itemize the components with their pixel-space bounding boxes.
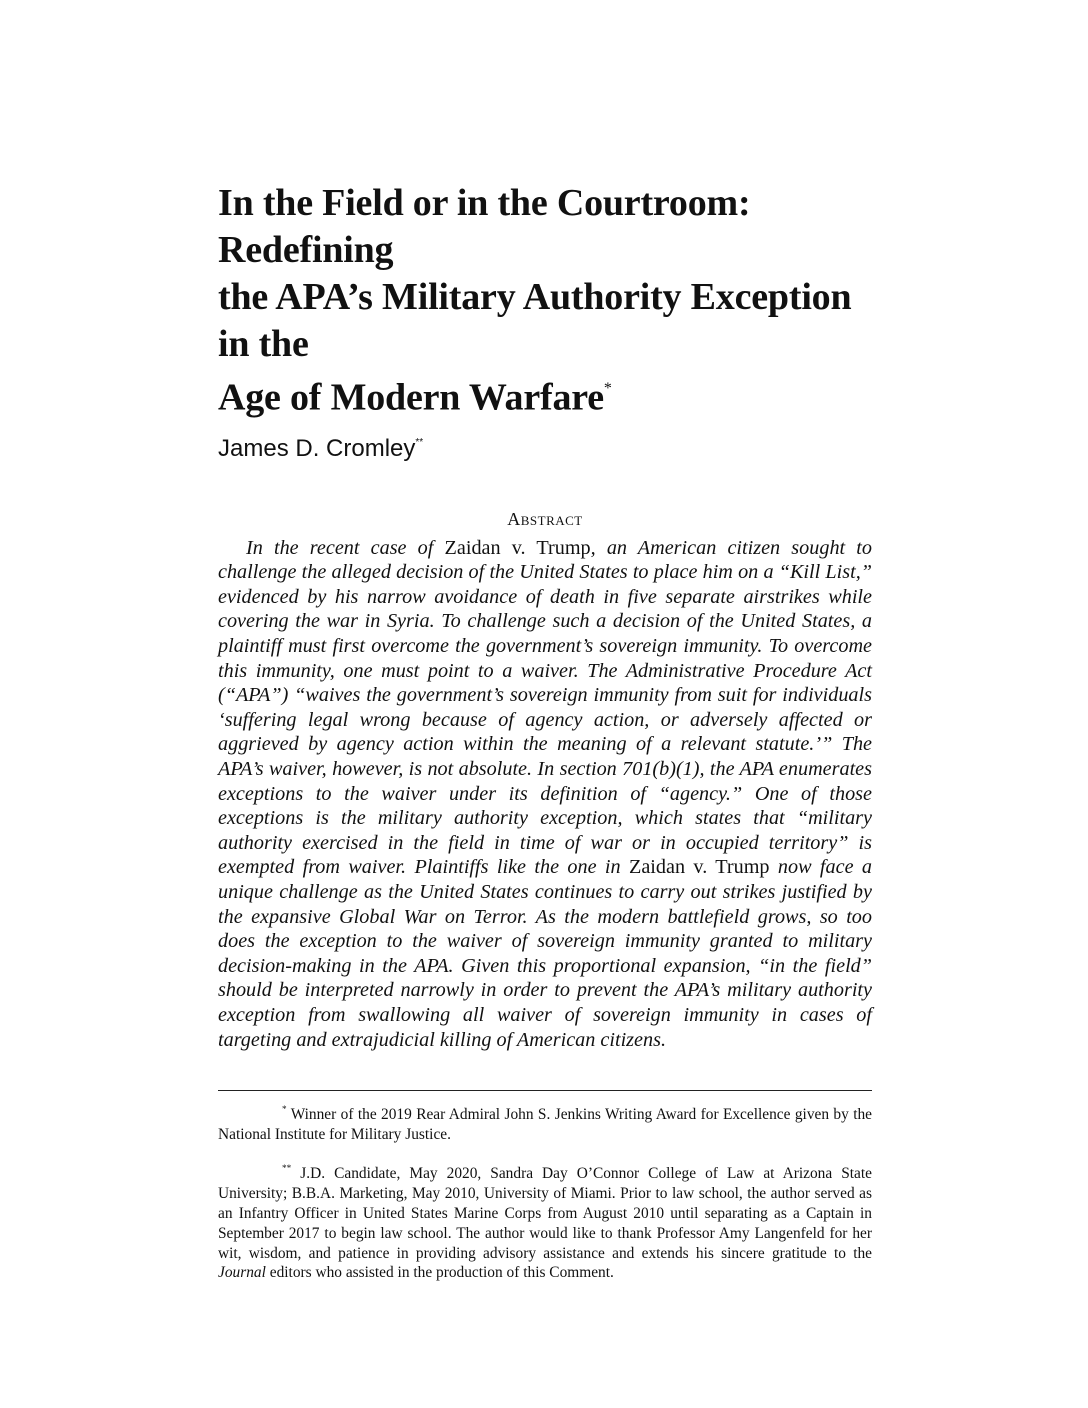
footnote-2 [218,1160,872,1283]
abstract-text-2: , an American citizen sought to challenge the alleged decision of the United States to place him on a “Kill List,” evidenced by his narrow avoidance of death in five separate airstrikes while covering the war in Syria. To challenge such a decision of the United States, a plaintiff must first overcome the government’s sovereign immunity. To overcome this immunity, one must point to a waiver. The Administrative Procedure Act (“APA”) “waives the government’s sovereign immunity from suit for individuals ‘suffering legal wrong because of agency action, or adversely affected or aggrieved by agency action within the meaning of a relevant statute.’” The APA’s waiver, however, is not absolute. In section 701(b)(1), the APA enumerates exceptions to the waiver under its definition of “agency.” One of those exceptions is the military authority exception, which states that “military authority exercised in the field in time of war or in occupied territory” is exempted from waiver. Plaintiffs like the one in [218,536,873,879]
abstract-text-3: now face a unique challenge as the United States continues to carry out strikes justified by the expansive Global War on Terror. As the modern battlefield grows, so too does the exception to the waiver of sovereign immunity granted to military decision-making in the APA. Given this proportional expansion, “in the field” should be interpreted narrowly in order to prevent the APA’s military authority exception from swallowing all waiver of sovereign immunity in cases of targeting and extrajudicial killing of American citizens. [218,856,872,1051]
article-title [218,180,872,422]
footnote-1-text: Winner of the 2019 Rear Admiral John S. Jenkins Writing Award for Excellence given by the National Institute for Military Justice. [218,1106,872,1144]
title-line-2: the APA’s Military Authority Exception in the [218,276,852,365]
footnote-1 [218,1101,872,1145]
title-footnote-marker: * [603,379,612,397]
footnote-2-marker: ** [282,1163,292,1174]
abstract-heading: Abstract [507,508,583,529]
footnote-1-marker: * [282,1104,287,1115]
case-name-2: Zaidan v. Trump [629,856,770,879]
case-name-1: Zaidan v. Trump [444,536,591,559]
author-line [218,430,872,464]
footnote-2-text-before: J.D. Candidate, May 2020, Sandra Day O’Connor College of Law at Arizona State University; B.B.A. Marketing, May 2010, University of Miami. Prior to law school, the author served as an Infantry Officer in United States Marine Corps from August 2010 until separating as a Captain in September 2017 to begin law school. The author would like to thank Professor Amy Langenfeld for her wit, wisdom, and patience in providing advisory assistance and extends his sincere gratitude to the [218,1165,872,1262]
title-line-1: In the Field or in the Courtroom: Redefining [218,182,751,271]
author-footnote-marker: ** [415,436,424,448]
footnote-divider [218,1090,872,1091]
abstract-body [218,536,872,1052]
author-name: James D. Cromley [218,434,416,462]
abstract-text-1: In the recent case of [246,536,445,559]
title-line-3: Age of Modern Warfare [218,376,604,419]
footnote-2-text-after: editors who assisted in the production of this Comment. [265,1264,614,1282]
article-page [218,180,872,1299]
footnote-2-journal: Journal [218,1264,266,1282]
